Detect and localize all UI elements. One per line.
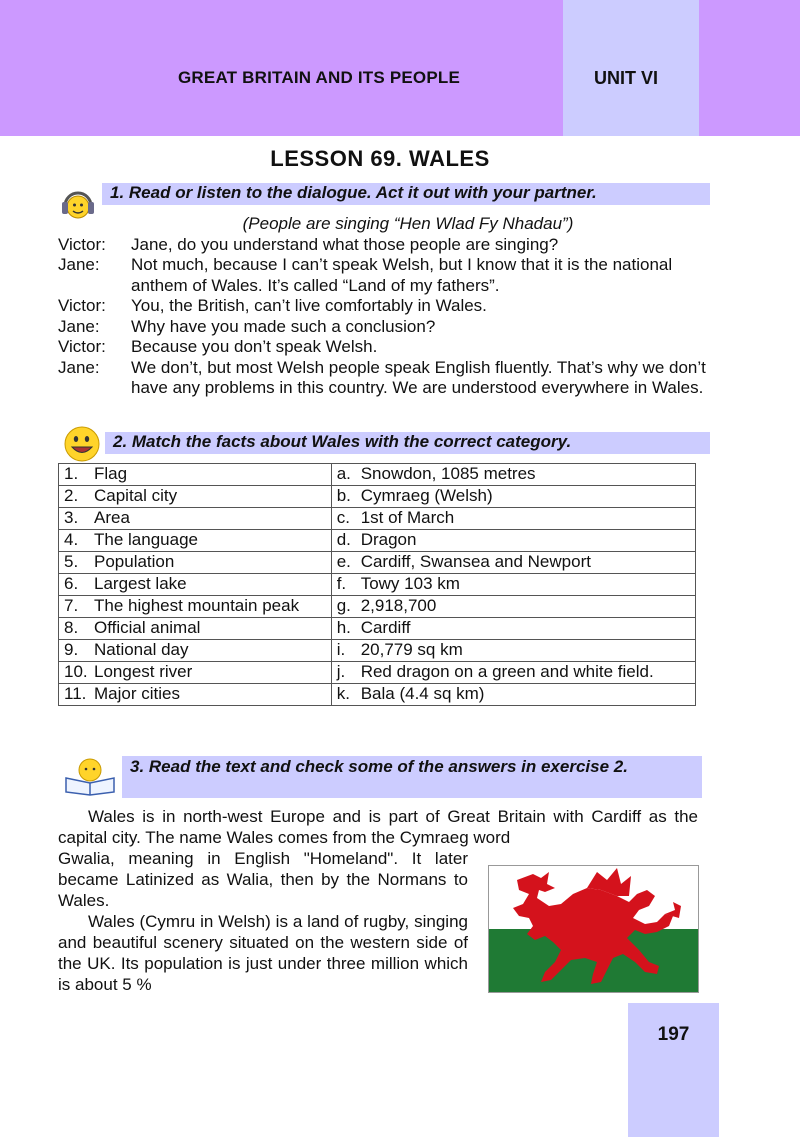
- table-row: 7. The highest mountain peak g. 2,918,700: [59, 596, 696, 618]
- dialogue-line: Victor: Jane, do you understand what those people are singing?: [58, 234, 559, 254]
- section-title: GREAT BRITAIN AND ITS PEOPLE: [178, 68, 461, 87]
- table-row: 10. Longest river j. Red dragon on a green and white field.: [59, 662, 696, 684]
- dialogue: [58, 214, 708, 399]
- dialogue-line: Victor: You, the British, can’t live comfortably in Wales.: [58, 296, 487, 315]
- table-row: 6. Largest lake f. Towy 103 km: [59, 574, 696, 596]
- paragraph-1-intro: Wales is in north-west Europe and is part of Great Britain with Cardiff as the capital city. The name Wales comes from the Cymraeg word: [58, 807, 698, 847]
- table-row: 4. The language d. Dragon: [59, 530, 696, 552]
- reading-book-icon: [62, 756, 118, 796]
- paragraph-2: Wales (Cymru in Welsh) is a land of rugby, singing and beautiful scenery situated on the western side of the UK. Its population is just under three million which is about 5 %: [58, 912, 468, 994]
- facts-table: [58, 463, 696, 706]
- exercise-1-instruction: 1. Read or listen to the dialogue. Act it out with your partner.: [102, 183, 710, 205]
- lesson-title: LESSON 69. WALES: [270, 146, 490, 171]
- table-row: 8. Official animal h. Cardiff: [59, 618, 696, 640]
- dialogue-line: Jane: Why have you made such a conclusion?: [58, 316, 436, 336]
- unit-label: UNIT VI: [594, 68, 659, 88]
- page-number: 197: [657, 1024, 690, 1045]
- exercise-3-instruction: 3. Read the text and check some of the answers in exercise 2.: [122, 756, 702, 798]
- header-band-right: [699, 0, 800, 136]
- table-row: 9. National day i. 20,779 sq km: [59, 640, 696, 662]
- smiley-icon: [60, 424, 104, 464]
- dialogue-line: Jane: Not much, because I can’t speak Welsh, but I know that it is the national anthem of Wales. It’s called “Land of my fathers”.: [58, 255, 673, 295]
- welsh-flag-image: [488, 865, 699, 993]
- dialogue-line: Jane: We don’t, but most Welsh people speak English fluently. That’s why we don’t have any problems in this country. We are understood everywhere in Wales.: [58, 357, 706, 397]
- stage-direction: (People are singing “Hen Wlad Fy Nhadau”): [242, 214, 574, 233]
- table-row: 11. Major cities k. Bala (4.4 sq km): [59, 684, 696, 706]
- table-row: 2. Capital city b. Cymraeg (Welsh): [59, 486, 696, 508]
- table-row: 1. Flag a. Snowdon, 1085 metres: [59, 464, 696, 486]
- table-row: 3. Area c. 1st of March: [59, 508, 696, 530]
- table-row: 5. Population e. Cardiff, Swansea and Newport: [59, 552, 696, 574]
- exercise-2-instruction: 2. Match the facts about Wales with the correct category.: [105, 432, 710, 454]
- dialogue-line: Victor: Because you don’t speak Welsh.: [58, 337, 378, 356]
- paragraph-1-continued: Gwalia, meaning in English "Homeland". It later became Latinized as Walia, then by the Normans to Wales.: [58, 849, 468, 910]
